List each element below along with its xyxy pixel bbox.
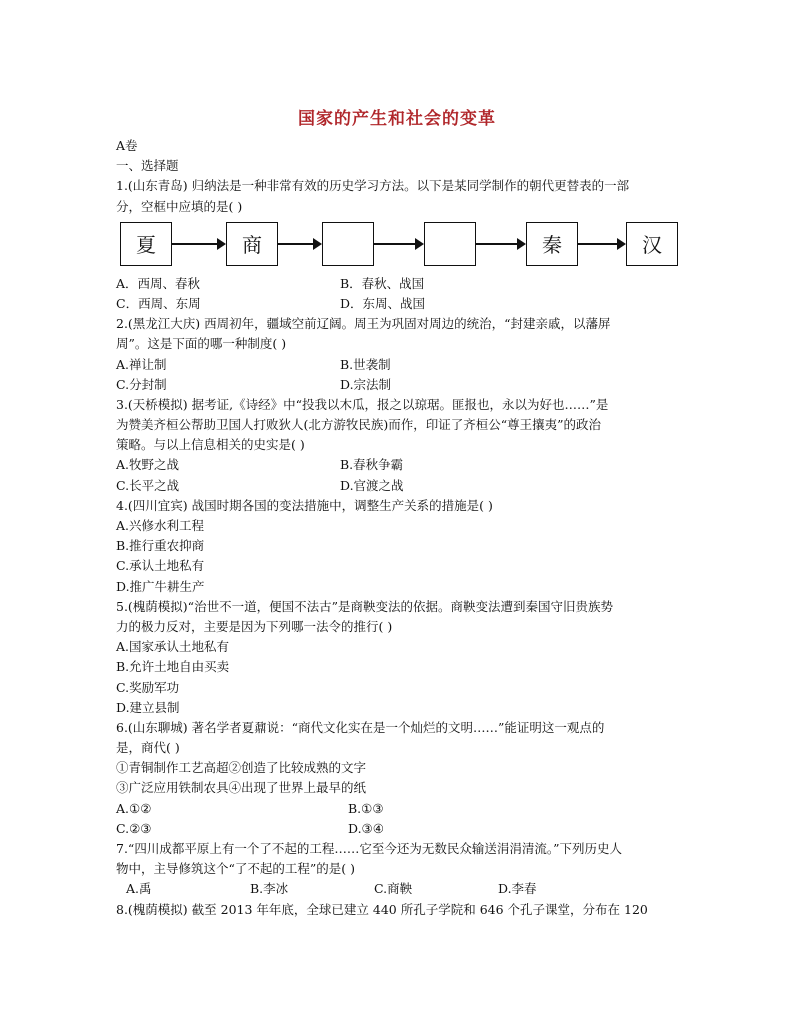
question-1-options-row-2	[116, 294, 682, 314]
question-1-options-row-1	[116, 274, 682, 294]
option-a[interactable]: A.禹	[126, 881, 152, 897]
option-d[interactable]: D.推广牛耕生产	[116, 578, 205, 594]
option-c[interactable]: C.商鞅	[374, 881, 413, 897]
option-c[interactable]: C.奖励军功	[116, 679, 180, 695]
part-heading: 一、选择题	[116, 158, 179, 174]
dynasty-box-1: 夏	[120, 222, 172, 266]
dynasty-box-2: 商	[226, 222, 278, 266]
option-b[interactable]: B.春秋争霸	[340, 457, 404, 473]
option-a[interactable]: A.禅让制	[116, 356, 167, 372]
question-7-stem-cont: 物中，主导修筑这个“了不起的工程”的是( )	[116, 861, 356, 877]
option-a[interactable]: A.国家承认土地私有	[116, 639, 230, 655]
question-1-stem-cont: 分，空框中应填的是( )	[116, 198, 243, 214]
option-d[interactable]: D.③④	[348, 820, 384, 836]
question-2-stem: 2.(黑龙江大庆) 西周初年，疆域空前辽阔。周王为巩固对周边的统治，“封建亲戚，以藩屏	[116, 316, 611, 332]
dynasty-chain-diagram	[116, 222, 682, 268]
indent-spacer	[116, 879, 126, 899]
option-b[interactable]: B.世袭制	[340, 356, 391, 372]
option-c[interactable]: C.承认土地私有	[116, 558, 205, 574]
arrow-right-icon	[374, 243, 422, 245]
page-title: 国家的产生和社会的变革	[298, 109, 496, 129]
question-3-stem: 3.(天桥模拟) 据考证,《诗经》中“投我以木瓜，报之以琼琚。匪报也，永以为好也……”是	[116, 396, 609, 412]
question-6-stem: 6.(山东聊城) 著名学者夏鼐说：“商代文化实在是一个灿烂的文明……”能证明这一观点的	[116, 719, 605, 735]
question-3-options-row-2	[116, 476, 682, 496]
question-6-options-row-2	[116, 819, 682, 839]
option-b[interactable]: B．春秋、战国	[340, 275, 425, 291]
option-d[interactable]: D.建立县制	[116, 699, 180, 715]
question-2-options-row-1	[116, 355, 682, 375]
arrow-right-icon	[172, 243, 224, 245]
dynasty-box-5: 秦	[526, 222, 578, 266]
option-d[interactable]: D.官渡之战	[340, 477, 404, 493]
question-1-stem: 1.(山东青岛) 归纳法是一种非常有效的历史学习方法。以下是某同学制作的朝代更替表的一部	[116, 178, 630, 194]
document-body	[116, 136, 682, 920]
question-3-stem-cont-2: 策略。与以上信息相关的史实是( )	[116, 437, 305, 453]
question-5-stem-cont: 力的极力反对，主要是因为下列哪一法令的推行( )	[116, 618, 393, 634]
option-b[interactable]: B.推行重农抑商	[116, 538, 205, 554]
option-a[interactable]: A.①②	[116, 800, 152, 816]
option-b[interactable]: B.李冰	[250, 881, 289, 897]
option-b[interactable]: B.①③	[348, 800, 384, 816]
option-a[interactable]: A．西周、春秋	[116, 275, 201, 291]
question-2-options-row-2	[116, 375, 682, 395]
arrow-right-icon	[476, 243, 524, 245]
dynasty-box-blank-1	[322, 222, 374, 266]
option-c[interactable]: C.分封制	[116, 376, 167, 392]
question-3-options-row-1	[116, 455, 682, 475]
question-4-stem: 4.(四川宜宾) 战国时期各国的变法措施中，调整生产关系的措施是( )	[116, 497, 493, 513]
section-label: A卷	[116, 138, 138, 153]
option-b[interactable]: B.允许土地自由买卖	[116, 659, 230, 675]
option-d[interactable]: D.宗法制	[340, 376, 392, 392]
question-8-stem: 8.(槐荫模拟) 截至 2013 年年底，全球已建立 440 所孔子学院和 646 个孔子课堂，分布在 120	[116, 901, 648, 917]
option-a[interactable]: A.兴修水利工程	[116, 518, 205, 533]
dynasty-box-blank-2	[424, 222, 476, 266]
arrow-right-icon	[578, 243, 624, 245]
option-a[interactable]: A.牧野之战	[116, 457, 180, 473]
question-5-stem: 5.(槐荫模拟)“治世不一道，便国不法古”是商鞅变法的依据。商鞅变法遭到秦国守旧贵族势	[116, 598, 613, 614]
option-c[interactable]: C.长平之战	[116, 477, 180, 493]
option-c[interactable]: C．西周、东周	[116, 295, 201, 311]
option-d[interactable]: D．东周、战国	[340, 295, 426, 311]
question-6-stem-cont: 是，商代( )	[116, 740, 180, 756]
question-7-stem: 7.“四川成都平原上有一个了不起的工程……它至今还为无数民众输送涓涓清流。”下列历史人	[116, 841, 622, 856]
question-3-stem-cont: 为赞美齐桓公帮助卫国人打败狄人(北方游牧民族)而作，印证了齐桓公“尊王攘夷”的政治	[116, 417, 602, 433]
question-2-stem-cont: 周”。这是下面的哪一种制度( )	[116, 336, 287, 352]
option-d[interactable]: D.李春	[498, 881, 537, 897]
question-6-options-row-1	[116, 799, 682, 819]
arrow-right-icon	[278, 243, 320, 245]
dynasty-box-6: 汉	[626, 222, 678, 266]
question-7-options-row	[116, 879, 682, 899]
option-c[interactable]: C.②③	[116, 820, 152, 836]
question-6-statements-1: ①青铜制作工艺高超②创造了比较成熟的文字	[116, 760, 367, 776]
question-6-statements-2: ③广泛应用铁制农具④出现了世界上最早的纸	[116, 780, 367, 796]
